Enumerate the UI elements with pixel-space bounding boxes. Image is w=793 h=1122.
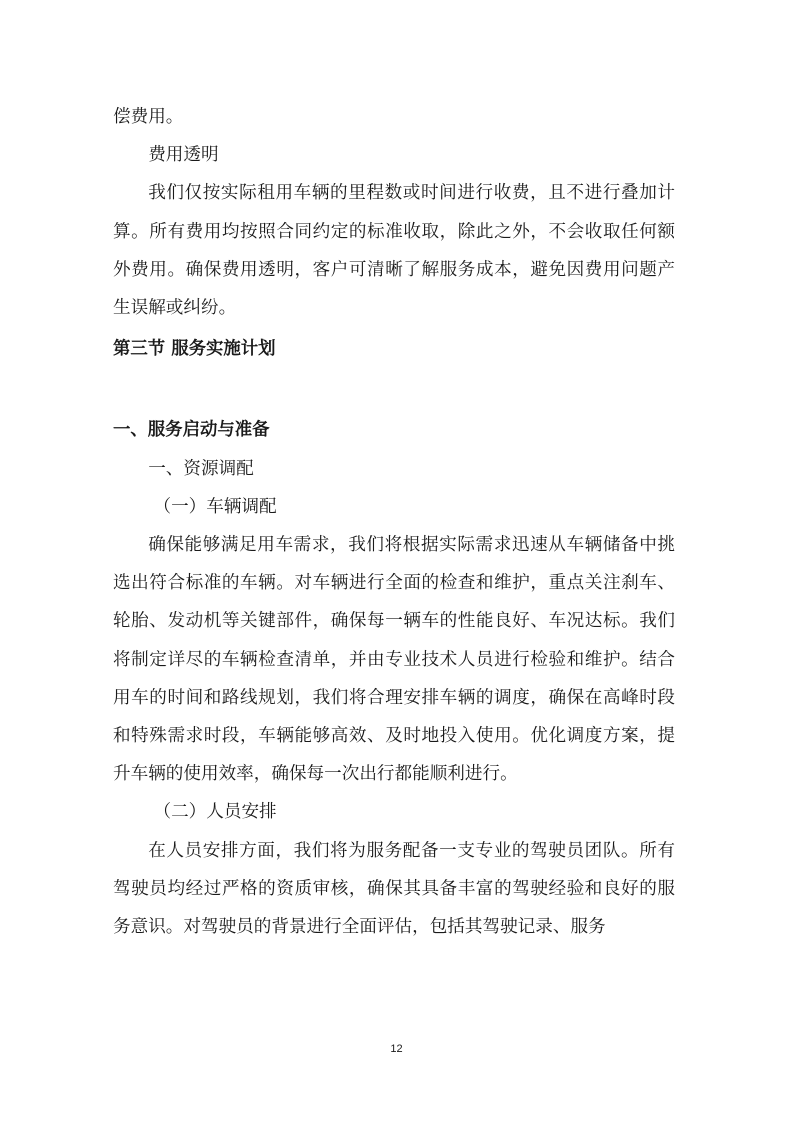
page-number: 12	[390, 1043, 403, 1055]
item-vehicle-dispatch: （一）车辆调配	[153, 496, 277, 517]
page-content	[113, 98, 675, 946]
paragraph-personnel: 在人员安排方面，我们将为服务配备一支专业的驾驶员团队。所有驾驶员均经过严格的资质审核，确保其具备丰富的驾驶经验和良好的服务意识。对驾驶员的背景进行全面评估，包括其驾驶记录、服务	[113, 840, 675, 938]
paragraph-continued: 偿费用。	[113, 107, 184, 127]
subheading-resource-allocation: 一、资源调配	[148, 458, 254, 479]
item-personnel-arrangement: （二）人员安排	[153, 802, 277, 823]
main-heading: 一、服务启动与准备	[113, 420, 270, 441]
subheading-fee-transparency: 费用透明	[148, 145, 219, 166]
section-heading: 第三节 服务实施计划	[113, 339, 276, 360]
paragraph-fee-transparency: 我们仅按实际租用车辆的里程数或时间进行收费，且不进行叠加计算。所有费用均按照合同约定的标准收取，除此之外，不会收取任何额外费用。确保费用透明，客户可清晰了解服务成本，避免因费用问题产生误解或纠纷。	[113, 183, 675, 319]
paragraph-vehicle-dispatch: 确保能够满足用车需求，我们将根据实际需求迅速从车辆储备中挑选出符合标准的车辆。对车辆进行全面的检查和维护，重点关注刹车、轮胎、发动机等关键部件，确保每一辆车的性能良好、车况达标。我们将制定详尽的车辆检查清单，并由专业技术人员进行检验和维护。结合用车的时间和路线规划，我们将合理安排车辆的调度，确保在高峰时段和特殊需求时段，车辆能够高效、及时地投入使用。优化调度方案，提升车辆的使用效率，确保每一次出行都能顺利进行。	[113, 535, 675, 785]
